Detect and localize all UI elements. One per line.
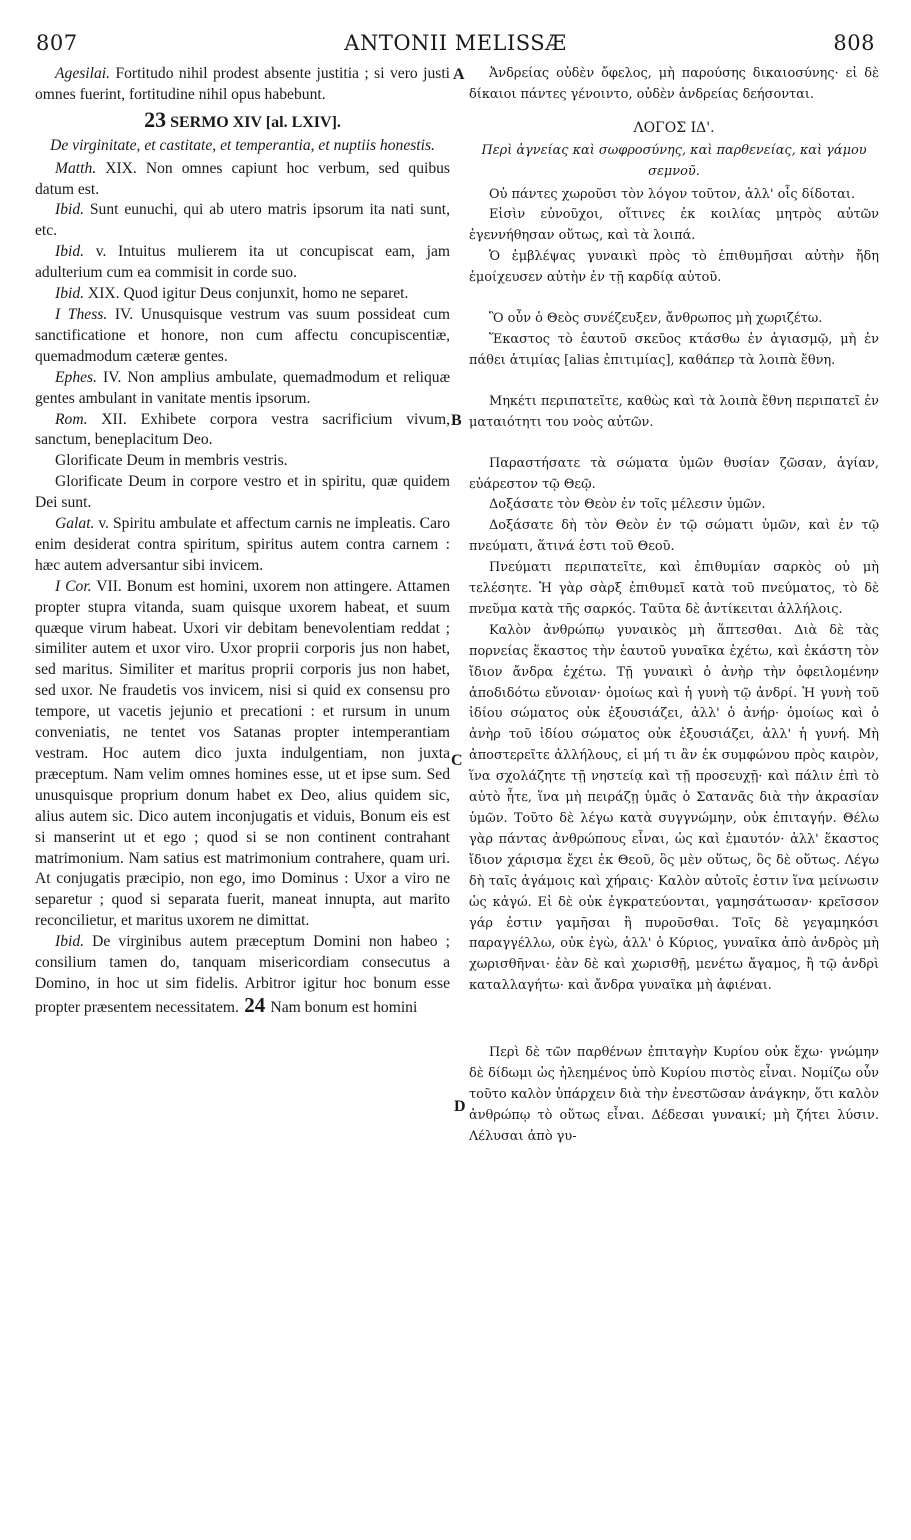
latin-paragraph <box>35 577 450 932</box>
paragraph-text: XIX. Quod igitur Deus conjunxit, homo ne separet. <box>84 285 409 303</box>
right-page-number: 808 <box>833 31 875 55</box>
sermo-heading <box>35 106 450 134</box>
latin-paragraph <box>35 159 450 201</box>
greek-subtitle: Περὶ ἀγνείας καὶ σωφροσύνης, καὶ παρθενείας, καὶ γάμου σεμνοῦ. <box>481 142 867 179</box>
running-title: ANTONII MELISSÆ <box>344 31 567 55</box>
latin-paragraph <box>35 242 450 284</box>
latin-paragraph <box>35 200 450 242</box>
greek-paragraph: Ὃ οὖν ὁ Θεὸς συνέζευξεν, ἄνθρωπος μὴ χωριζέτω. <box>489 311 823 327</box>
citation: Galat. <box>55 515 95 533</box>
citation: Agesilai. <box>55 65 111 82</box>
citation: Rom. <box>55 410 88 428</box>
greek-paragraph: Δοξάσατε τὸν Θεὸν ἐν τοῖς μέλεσιν ὑμῶν. <box>489 497 766 513</box>
latin-paragraph <box>35 64 450 106</box>
latin-paragraph <box>35 368 450 410</box>
citation: Ephes. <box>55 368 98 386</box>
latin-paragraph <box>35 305 450 368</box>
left-page-number: 807 <box>36 31 78 55</box>
citation: Ibid. <box>55 933 85 951</box>
latin-paragraph <box>35 514 450 577</box>
citation: Ibid. <box>55 243 85 261</box>
paragraph-text: XII. Exhibete corpora vestra sacrificium vivum, sanctum, beneplacitum Deo. <box>35 410 450 449</box>
margin-marker-d: D <box>454 1098 466 1115</box>
latin-paragraph <box>35 410 450 452</box>
paragraph-text: De virginibus autem præceptum Domini non habeo ; consilium tamen do, tanquam misericordiam consecutus a Domino, in hoc ut sim fidelis. Arbitror igitur hoc bonum esse propter præsentem necessitatem. <box>35 933 450 1016</box>
column-number: 23 <box>144 106 167 132</box>
sermo-title: SERMO XIV [al. LXIV]. <box>166 113 341 131</box>
paragraph-text: Sunt eunuchi, qui ab utero matris ipsorum ita nati sunt, etc. <box>35 201 450 240</box>
greek-column <box>469 64 879 1148</box>
citation: I Thess. <box>55 305 108 323</box>
latin-paragraph: Glorificate Deum in corpore vestro et in spiritu, quæ quidem Dei sunt. <box>35 473 450 512</box>
latin-paragraph <box>35 932 450 1019</box>
greek-paragraph: Εἰσὶν εὐνοῦχοι, οἵτινες ἐκ κοιλίας μητρὸς αὐτῶν ἐγεννήθησαν οὕτως, καὶ τὰ λοιπά. <box>469 207 879 244</box>
paragraph-text: IV. Non amplius ambulate, quemadmodum et reliquæ gentes ambulant in vanitate mentis ipsorum. <box>35 368 450 407</box>
latin-paragraph <box>35 284 450 305</box>
greek-paragraph: Ὁ ἐμβλέψας γυναικὶ πρὸς τὸ ἐπιθυμῆσαι αὐτὴν ἤδη ἐμοίχευσεν αὐτὴν ἐν τῇ καρδίᾳ αὐτοῦ. <box>469 249 879 286</box>
citation: Matth. <box>55 159 97 177</box>
paragraph-text: VII. Bonum est homini, uxorem non attingere. Attamen propter stupra vitanda, suam quisque uxorem habeat, et suum quæque virum habeat. Uxori vir debitam benevolentiam reddat ; similiter autem et uxor viro. Uxor proprii corporis jus non habet, sed maritus. Similiter et maritus proprii corporis jus non habet, sed uxor. Ne fraudetis vos invicem, nisi si quid ex consensu pro tempore, ut vacetis jejunio et precationi : et rursum in unum conveniatis, ne tentet vos Satanas propter intemperantiam vestram. Hoc autem dico juxta indulgentiam, non juxta præceptum. Nam velim omnes homines esse, ut et ipse sum. Sed unusquisque proprium donum habet ex Deo, alius quidem sic, alius autem sic. Dico autem inconjugatis et viduis, Bonum eis est si manserint ut et ego ; quod si se non continent contrahant matrimonium. Nam satius est matrimonium contrahere, quam uri. At conjugatis præcipio, non ego, imo Dominus : Uxor a viro ne separetur ; quod si separata fuerit, maneat innupta, aut marito reconcilietur, et maritus uxorem ne dimittat. <box>35 577 450 930</box>
paragraph-text: v. Intuitus mulierem ita ut concupiscat eam, jam adulterium cum ea commisit in corde suo. <box>35 243 450 282</box>
greek-paragraph: Ἕκαστος τὸ ἑαυτοῦ σκεῦος κτάσθω ἐν ἁγιασμῷ, μὴ ἐν πάθει ἀτιμίας [alias ἐπιτιμίας], καθάπερ τὰ λοιπὰ ἔθνη. <box>469 331 879 368</box>
paragraph-text: XIX. Non omnes capiunt hoc verbum, sed quibus datum est. <box>35 159 450 198</box>
greek-paragraph: Περὶ δὲ τῶν παρθένων ἐπιταγὴν Κυρίου οὐκ ἔχω· γνώμην δὲ δίδωμι ὡς ἠλεημένος ὑπὸ Κυρίου πιστὸς εἶναι. Νομίζω οὖν τοῦτο καλὸν ὑπάρχειν διὰ τὴν ἐνεστῶσαν ἀνάγκην, ὅτι καλὸν ἀνθρώπῳ τὸ οὕτως εἶναι. Δέδεσαι γυναικί; μὴ ζήτει λύσιν. Λέλυσαι ἀπὸ γυ- <box>469 1045 879 1144</box>
margin-marker-b: B <box>451 412 462 429</box>
margin-marker-c: C <box>451 752 463 769</box>
paragraph-text: Fortitudo nihil prodest absente justitia ; si vero justi omnes fuerint, fortitudine nihil opus habebunt. <box>35 65 450 103</box>
paragraph-text: v. Spiritu ambulate et affectum carnis ne impleatis. Caro enim desiderat contra spiritum, spiritus autem contra carnem : hæc autem adversantur sibi invicem. <box>35 515 450 574</box>
citation: I Cor. <box>55 577 92 595</box>
latin-subtitle: De virginitate, et castitate, et temperantia, et nuptiis honestis. <box>50 136 435 154</box>
greek-paragraph: Μηκέτι περιπατεῖτε, καθὼς καὶ τὰ λοιπὰ ἔθνη περιπατεῖ ἐν ματαιότητι του νοὸς αὐτῶν. <box>469 393 879 430</box>
greek-paragraph: Πνεύματι περιπατεῖτε, καὶ ἐπιθυμίαν σαρκὸς οὐ μὴ τελέσητε. Ἡ γὰρ σὰρξ ἐπιθυμεῖ κατὰ τοῦ πνεύματος, τὸ δὲ πνεῦμα κατὰ τῆς σαρκός. Ταῦτα δὲ ἀντίκειται ἀλλήλοις. <box>469 560 879 617</box>
latin-column <box>35 64 450 1019</box>
margin-marker-a: A <box>453 66 465 83</box>
paragraph-text: Nam bonum est homini <box>270 998 418 1016</box>
greek-paragraph: Παραστήσατε τὰ σώματα ὑμῶν θυσίαν ζῶσαν, ἁγίαν, εὐάρεστον τῷ Θεῷ. <box>469 455 879 492</box>
greek-paragraph: Δοξάσατε δὴ τὸν Θεὸν ἐν τῷ σώματι ὑμῶν, καὶ ἐν τῷ πνεύματι, ἅτινά ἐστι τοῦ Θεοῦ. <box>469 518 879 555</box>
greek-paragraph: Ἀνδρείας οὐδὲν ὄφελος, μὴ παρούσης δικαιοσύνης· εἰ δὲ δίκαιοι πάντες γένοιντο, οὐδὲν ἀνδρείας δεήσονται. <box>469 66 879 102</box>
citation: Ibid. <box>55 285 85 303</box>
greek-paragraph: Οὐ πάντες χωροῦσι τὸν λόγον τοῦτον, ἀλλ' οἷς δίδοται. <box>489 186 856 202</box>
latin-paragraph: Glorificate Deum in membris vestris. <box>55 452 288 470</box>
paragraph-text: IV. Unusquisque vestrum vas suum possideat cum sanctificatione et honore, non cum affectu concupiscentiæ, quemadmodum cæteræ gentes. <box>35 305 450 365</box>
greek-paragraph: Καλὸν ἀνθρώπῳ γυναικὸς μὴ ἅπτεσθαι. Διὰ δὲ τὰς πορνείας ἕκαστος τὴν ἑαυτοῦ γυναῖκα ἐχέτω, καὶ ἑκάστη τὸν ἴδιον ἄνδρα ἐχέτω. Τῇ γυναικὶ ὁ ἀνὴρ τὴν ὀφειλομένην ἀποδιδότω εὔνοιαν· ὁμοίως καὶ ἡ γυνὴ τῷ ἀνδρί. Ἡ γυνὴ τοῦ ἰδίου σώματος οὐκ ἐξουσιάζει, ἀλλ' ὁ ἀνήρ· ὁμοίως καὶ ὁ ἀνὴρ τοῦ ἰδίου σώματος οὐκ ἐξουσιάζει, ἀλλ' ἡ γυνή. Μὴ ἀποστερεῖτε ἀλλήλους, εἰ μή τι ἂν ἐκ συμφώνου πρὸς καιρὸν, ἵνα σχολάζητε τῇ νηστείᾳ καὶ τῇ προσευχῇ· καὶ πάλιν ἐπὶ τὸ αὐτὸ ἦτε, ἵνα μὴ πειράζῃ ὑμᾶς ὁ Σατανᾶς διὰ τὴν ἀκρασίαν ὑμῶν. Τοῦτο δὲ λέγω κατὰ συγγνώμην, οὐκ ἐπιταγήν. Θέλω γὰρ πάντας ἀνθρώπους εἶναι, ὡς καὶ ἐμαυτόν· ἀλλ' ἕκαστος ἴδιον χάρισμα ἔχει ἐκ Θεοῦ, ὃς μὲν οὕτως, ὃς δὲ οὕτως. Λέγω δὴ ταῖς ἀγάμοις καὶ χήραις· Καλὸν αὐτοῖς ἐστιν ἵνα μείνωσιν ὡς κἀγώ. Εἰ δὲ οὐκ ἐγκρατεύονται, γαμησάτωσαν· κρεῖσσον γάρ ἐστιν γαμῆσαι ἢ πυροῦσθαι. Τοῖς δὲ γεγαμηκόσι παραγγέλλω, οὐκ ἐγὼ, ἀλλ' ὁ Κύριος, γυναῖκα ἀπὸ ἀνδρὸς μὴ χωρισθῆναι· ἐὰν δὲ καὶ χωρισθῇ, μενέτω ἄγαμος, ἢ τῷ ἀνδρὶ καταλλαγήτω· καὶ ἄνδρα γυναῖκα μὴ ἀφιέναι. <box>469 622 879 994</box>
column-number: 24 <box>238 992 271 1017</box>
citation: Ibid. <box>55 201 85 219</box>
logos-heading: ΛΟΓΟΣ ΙΔ'. <box>633 119 715 136</box>
